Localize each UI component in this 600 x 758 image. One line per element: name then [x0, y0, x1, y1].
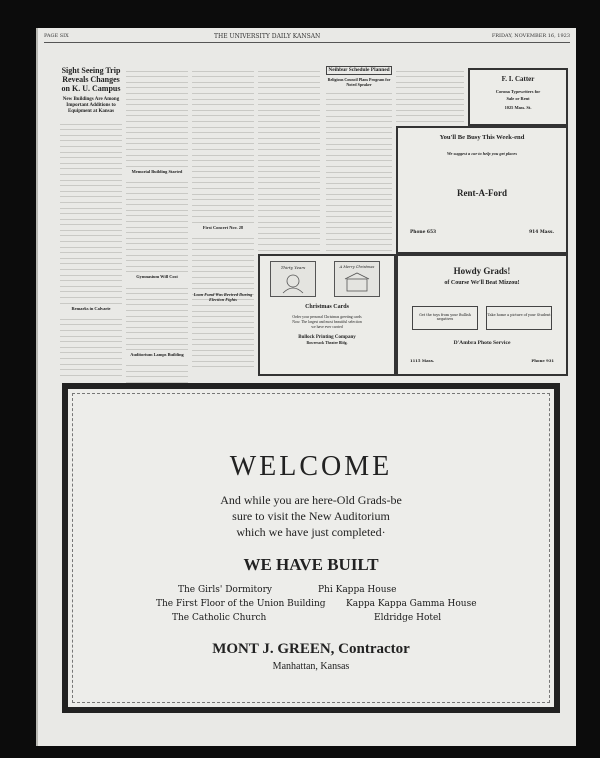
dambra-name: D'Ambra Photo Service: [453, 340, 511, 346]
green-line2: sure to visit the New Auditorium: [232, 509, 390, 523]
column-5: [326, 44, 392, 244]
col1-subhead: New Buildings Are Among Important Additions to Equipment at Kansas: [62, 97, 120, 114]
built-item-4: Kappa Kappa Gamma House: [346, 599, 477, 609]
card-image-1: [270, 261, 316, 297]
col2-subhead1: Gymnasium Will Cost: [136, 274, 178, 280]
catter-name: F. I. Catter: [501, 75, 535, 83]
christmas-address: Bowersock Theatre Bldg.: [306, 341, 348, 345]
mont-green-ad: [62, 383, 560, 713]
column-6: [396, 44, 464, 114]
rentaford-address: 914 Mass.: [529, 230, 554, 235]
green-line1: And while you are here-Old Grads-be: [220, 493, 402, 507]
col3-headline: Loan Fund Was Revived During Election Fights: [193, 292, 253, 303]
green-line3: which we have just completed·: [236, 525, 386, 539]
card1-text: Thirty Years: [280, 265, 306, 270]
dambra-address: 1115 Mass.: [410, 358, 435, 363]
card1-illustration-icon: [271, 271, 315, 295]
christmas-line1: Order your personal Christmas greeting cards: [292, 315, 362, 319]
rentaford-sub: We suggest a car to help you get places: [446, 151, 518, 156]
col3-subhead: First Concert Nov. 28: [202, 224, 244, 230]
dambra-right-box: [486, 306, 552, 330]
col1-headline: Sight Seeing Trip Reveals Changes on K. U. Campus: [61, 66, 121, 93]
rentaford-headline: You'll Be Busy This Week-end: [439, 134, 525, 141]
rentaford-name: Rent-A-Ford: [457, 188, 507, 198]
col4-headline: Neihbur Schedule Planned: [326, 66, 392, 75]
welcome-heading: WELCOME: [229, 451, 393, 482]
page-date: FRIDAY, NOVEMBER 16, 1923: [491, 33, 570, 39]
page-header: [44, 32, 570, 43]
card2-text: A Merry Christmas: [339, 265, 375, 269]
column-2: [126, 44, 188, 358]
christmas-company: Bullock Printing Company: [298, 335, 356, 340]
column-3: [192, 44, 254, 354]
built-item-1: The Girls' Dormitory: [178, 585, 272, 595]
built-item-5: The Catholic Church: [172, 613, 267, 623]
dambra-headline: Howdy Grads!: [453, 266, 511, 276]
dambra-left-box: [412, 306, 478, 330]
built-item-3: The First Floor of the Union Building: [156, 599, 326, 609]
we-have-built: WE HAVE BUILT: [243, 555, 379, 574]
catter-line2: Sale or Rent: [506, 96, 530, 101]
col1-subhead2: Memorial Building Started: [131, 168, 183, 174]
dambra-sub: of Course We'll Beat Mizzou!: [444, 280, 520, 286]
card2-illustration-icon: [335, 273, 379, 295]
card-image-2: [334, 261, 380, 297]
column-4: [258, 44, 320, 234]
col1-subhead3: Remarks in Calvarie: [71, 305, 111, 311]
dambra-phone: Phone 931: [531, 358, 554, 363]
catter-ad: [468, 68, 568, 126]
dambra-left-text: Get the toys from your Bullish negatives: [419, 313, 471, 322]
christmas-line3: we have ever carried: [311, 325, 343, 329]
christmas-title: Christmas Cards: [305, 304, 349, 310]
rentaford-ad: [396, 126, 568, 254]
col4-subhead: Religious Council Plans Program for Noted Speaker: [327, 76, 391, 87]
contractor-name: MONT J. GREEN, Contractor: [212, 641, 410, 657]
rentaford-phone: Phone 653: [410, 230, 437, 235]
contractor-city: Manhattan, Kansas: [272, 661, 350, 672]
column-1: [60, 44, 122, 354]
catter-address: 1025 Mass. St.: [504, 105, 532, 110]
christmas-cards-ad: [258, 254, 396, 376]
dambra-right-text: Take home a picture of your Student: [487, 313, 551, 317]
built-item-2: Phi Kappa House: [318, 585, 397, 595]
masthead: THE UNIVERSITY DAILY KANSAN: [214, 33, 321, 40]
catter-line1: Corona Typewriters for: [495, 89, 541, 94]
col2-subhead2: Auditorium Lamps Building: [130, 352, 184, 358]
page-number: PAGE SIX: [44, 33, 69, 39]
dambra-ad: [396, 254, 568, 376]
christmas-line2: Now. The largest and most beautiful selection: [292, 320, 362, 324]
built-item-6: Eldridge Hotel: [374, 613, 442, 623]
